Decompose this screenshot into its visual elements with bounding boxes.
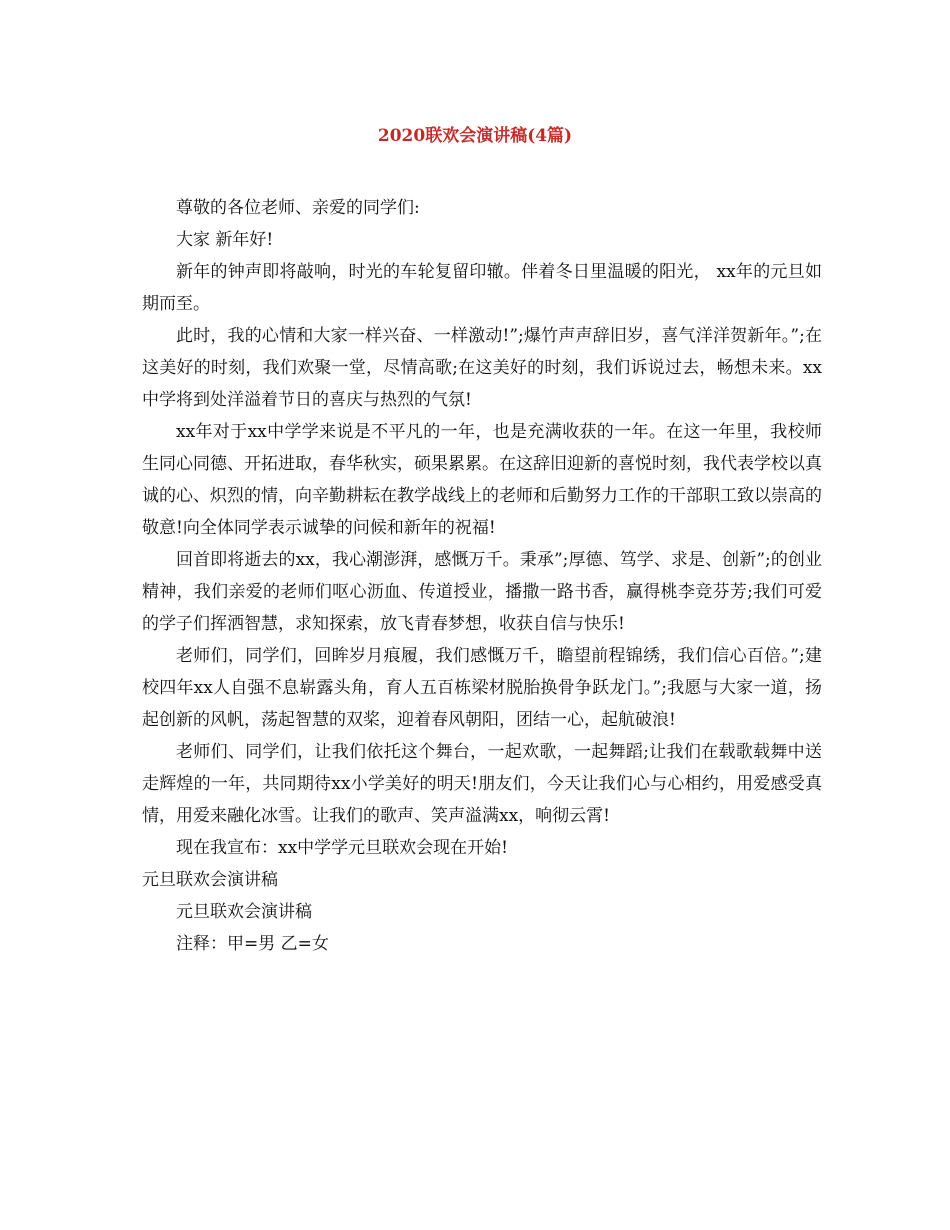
document-title: 2020联欢会演讲稿(4篇) — [377, 126, 573, 146]
section-subtitle: 元旦联欢会演讲稿 — [176, 902, 312, 922]
section-heading: 元旦联欢会演讲稿 — [142, 870, 278, 890]
paragraph: 此时，我的心情和大家一样兴奋、一样激动!”;爆竹声声辞旧岁，喜气洋洋贺新年。”;在这美好的时刻，我们欢聚一堂，尽情高歌;在这美好的时刻，我们诉说过去，畅想未来。xx中学将到处洋溢着节日的喜庆与热烈的气氛! — [142, 326, 822, 410]
paragraph-announcement: 现在我宣布：xx中学学元旦联欢会现在开始! — [176, 838, 509, 858]
paragraph: xx年对于xx中学学来说是不平凡的一年，也是充满收获的一年。在这一年里，我校师生同心同德、开拓进取，春华秋实，硕果累累。在这辞旧迎新的喜悦时刻，我代表学校以真诚的心、炽烈的情，向辛勤耕耘在教学战线上的老师和后勤努力工作的干部职工致以崇高的敬意!向全体同学表示诚挚的问候和新年的祝福! — [142, 422, 822, 538]
document-body — [142, 192, 822, 960]
paragraph: 老师们，同学们，回眸岁月痕履，我们感慨万千，瞻望前程锦绣，我们信心百倍。”;建校四年xx人自强不息崭露头角，育人五百栋梁材脱胎换骨争跃龙门。”;我愿与大家一道，扬起创新的风帆，荡起智慧的双桨，迎着春风朝阳，团结一心，起航破浪! — [142, 646, 822, 730]
paragraph-greeting: 大家 新年好! — [176, 230, 274, 250]
paragraph: 老师们、同学们，让我们依托这个舞台，一起欢歌，一起舞蹈;让我们在载歌载舞中送走辉煌的一年，共同期待xx小学美好的明天!朋友们，今天让我们心与心相约，用爱感受真情，用爱来融化冰雪。让我们的歌声、笑声溢满xx，响彻云霄! — [142, 742, 822, 826]
paragraph-salutation: 尊敬的各位老师、亲爱的同学们: — [176, 198, 420, 218]
paragraph: 新年的钟声即将敲响，时光的车轮复留印辙。伴着冬日里温暖的阳光， xx年的元旦如期而至。 — [142, 262, 822, 314]
note-line: 注释：甲=男 乙=女 — [176, 934, 329, 954]
paragraph: 回首即将逝去的xx，我心潮澎湃，感慨万千。秉承”;厚德、笃学、求是、创新”;的创业精神，我们亲爱的老师们呕心沥血、传道授业，播撒一路书香，赢得桃李竞芬芳;我们可爱的学子们挥洒智慧，求知探索，放飞青春梦想，收获自信与快乐! — [142, 550, 822, 634]
